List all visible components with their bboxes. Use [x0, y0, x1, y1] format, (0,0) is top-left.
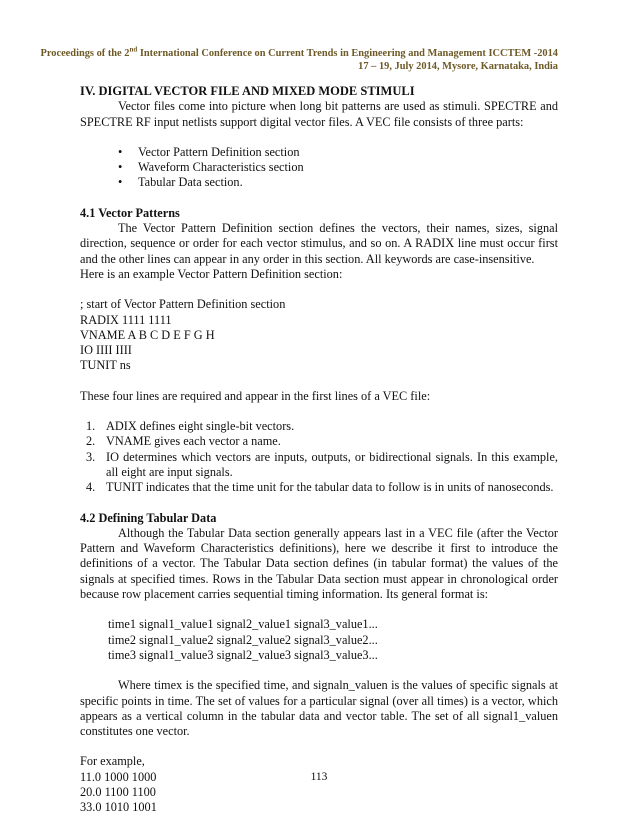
list-number: 1.: [86, 419, 96, 434]
example-line: 33.0 1010 1001: [80, 800, 157, 815]
header-line-2: 17 – 19, July 2014, Mysore, Karnataka, India: [358, 61, 558, 72]
code-line: RADIX 1111 1111: [80, 312, 172, 327]
format-line: time3 signal1_value3 signal2_value3 signal3_value3...: [108, 647, 378, 662]
example-label: For example,: [80, 754, 145, 769]
body-content: [80, 84, 558, 816]
header-line-1: [40, 47, 558, 60]
paragraph: Where timex is the specified time, and signaln_valuen is the values of specific signals at specific points in time. The set of values for a particular signal (over all times) is a vector, which appears as a vertical column in the tabular data and vector table. The set of all signal1_valuen constitutes one vector.: [80, 678, 558, 739]
list-item-text: ADIX defines eight single-bit vectors.: [106, 419, 295, 434]
header-superscript: nd: [129, 45, 138, 54]
code-line: TUNIT ns: [80, 358, 131, 373]
paragraph: The Vector Pattern Definition section defines the vectors, their names, sizes, signal direction, sequence or order for each vector stimulus, and so on. A RADIX line must occur first and the other lines can appear in any order in this section. All keywords are case-insensitive.: [80, 221, 558, 266]
list-item: [80, 434, 558, 449]
format-block: [80, 617, 558, 663]
paragraph: Although the Tabular Data section generally appears last in a VEC file (after the Vector Pattern and Waveform Characteristics definitions), here we describe it first to introduce the definitions of a vector. The Tabular Data section defines (in tabular format) the values of the signals at specified times. Rows in the Tabular Data section must appear in chronological order because row placement carries sequential timing information. Its general format is:: [80, 525, 558, 602]
running-header: [40, 47, 558, 73]
header-text-pre: Proceedings of the 2: [40, 48, 130, 59]
spacer: [80, 496, 558, 511]
bullet-item: • Tabular Data section.: [118, 175, 558, 190]
page-number: 113: [310, 771, 328, 783]
code-line: ; start of Vector Pattern Definition section: [80, 297, 286, 312]
list-number: 3.: [86, 449, 96, 464]
list-item: [80, 419, 558, 434]
list-item: [80, 480, 558, 495]
code-line: IO IIII IIII: [80, 343, 132, 358]
format-line: time1 signal1_value1 signal2_value1 signal3_value1...: [108, 617, 378, 632]
example-line: 11.0 1000 1000: [80, 769, 157, 784]
spacer: [80, 404, 558, 419]
section-intro: Vector files come into picture when long bit patterns are used as stimuli. SPECTRE and SPECTRE RF input netlists support digital vector files. A VEC file consists of three parts:: [80, 99, 558, 129]
header-text-post: International Conference on Current Trends in Engineering and Management ICCTEM -2014: [137, 48, 558, 59]
subsection-title-vector-patterns: 4.1 Vector Patterns: [80, 205, 180, 220]
code-block: [80, 297, 558, 373]
list-item-text: IO determines which vectors are inputs, outputs, or bidirectional signals. In this example, all eight are input signals.: [106, 449, 558, 479]
list-item-text: VNAME gives each vector a name.: [106, 434, 281, 449]
list-number: 4.: [86, 480, 96, 495]
spacer: [80, 374, 558, 389]
spacer: [80, 191, 558, 206]
spacer: [80, 663, 558, 678]
code-line: VNAME A B C D E F G H: [80, 327, 215, 342]
paragraph: These four lines are required and appear in the first lines of a VEC file:: [80, 388, 431, 403]
bullet-item: • Waveform Characteristics section: [118, 160, 558, 175]
section-title: IV. DIGITAL VECTOR FILE AND MIXED MODE STIMULI: [80, 84, 415, 98]
spacer: [80, 602, 558, 617]
list-number: 2.: [86, 434, 96, 449]
bullet-item: • Vector Pattern Definition section: [118, 145, 558, 160]
bullet-list: [80, 145, 558, 191]
example-line: 20.0 1100 1100: [80, 784, 156, 799]
paragraph: Here is an example Vector Pattern Definition section:: [80, 266, 343, 281]
numbered-list: [80, 419, 558, 495]
spacer: [80, 282, 558, 297]
list-item-text: TUNIT indicates that the time unit for the tabular data to follow is in units of nanoseconds.: [106, 480, 554, 495]
subsection-title-tabular-data: 4.2 Defining Tabular Data: [80, 510, 217, 525]
spacer: [80, 739, 558, 754]
spacer: [80, 130, 558, 145]
format-line: time2 signal1_value2 signal2_value2 signal3_value2...: [108, 632, 378, 647]
list-item: [80, 450, 558, 481]
